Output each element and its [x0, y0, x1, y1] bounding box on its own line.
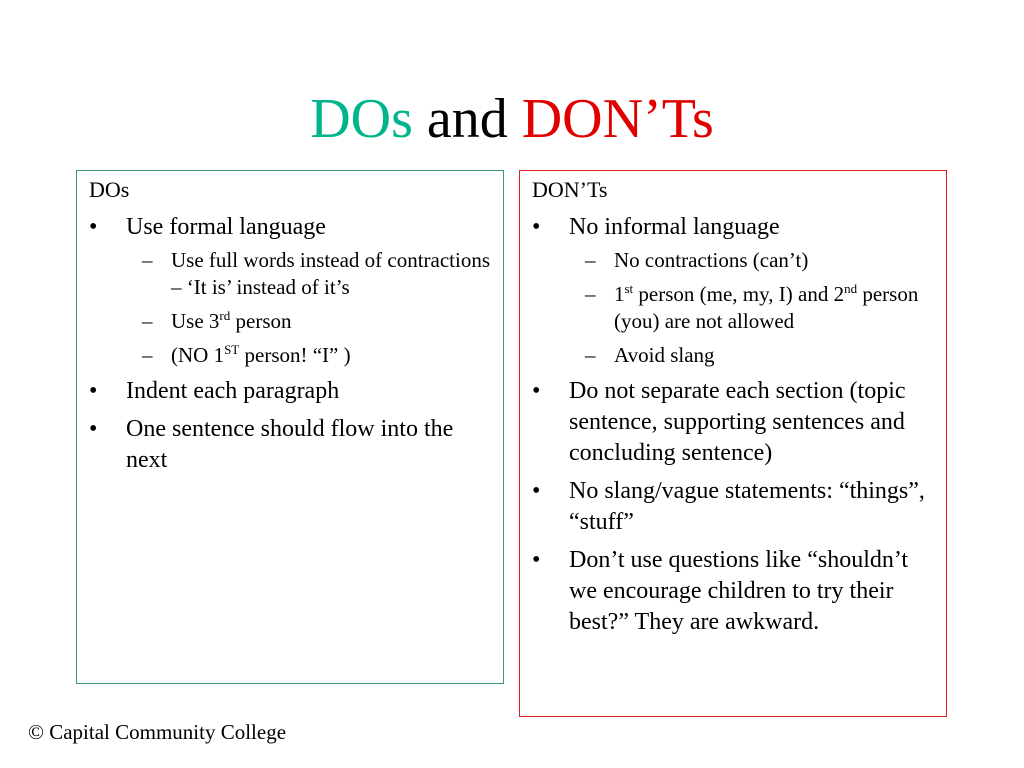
donts-bullet-text: No informal language [569, 214, 780, 240]
title-donts: DON’Ts [521, 88, 714, 150]
dash-marker: – [585, 248, 596, 272]
superscript: rd [219, 308, 231, 323]
dos-sub-text: (NO 1 [171, 343, 225, 367]
donts-box [519, 170, 947, 717]
dos-sub-list [126, 247, 491, 369]
dos-sub-text: person [230, 309, 292, 333]
dos-sub-full-words [126, 247, 491, 301]
dash-marker: – [142, 309, 153, 333]
donts-bullet-questions [532, 545, 934, 638]
bullet-marker: • [89, 378, 98, 404]
donts-bullet-separate-sections [532, 376, 934, 469]
donts-bullet-text: No slang/vague statements: “things”, “stuff” [569, 478, 925, 535]
dos-sub-text: Use 3 [171, 309, 220, 333]
donts-bullet-vague [532, 476, 934, 538]
superscript: ST [224, 342, 240, 357]
dos-bullet-text: Indent each paragraph [126, 378, 340, 404]
donts-bullet-text: Don’t use questions like “shouldn’t we encourage children to try their best?” They are awkward. [569, 547, 909, 635]
donts-heading: DON’Ts [532, 177, 608, 202]
dash-marker: – [142, 248, 153, 272]
dash-marker: – [142, 343, 153, 367]
donts-sub-text: person (me, my, I) and 2 [633, 282, 845, 306]
donts-sub-text: person (you) are not allowed [614, 282, 919, 333]
dos-box [76, 170, 504, 684]
donts-sub-slang [569, 342, 934, 369]
dos-list [89, 212, 491, 476]
dos-bullet-flow [89, 414, 491, 476]
superscript: st [624, 281, 634, 296]
bullet-marker: • [89, 416, 98, 442]
dos-bullet-text: Use formal language [126, 214, 326, 240]
donts-sub-text: Avoid slang [614, 343, 715, 367]
dos-sub-text: person! “I” ) [239, 343, 351, 367]
dos-sub-no-first-person [126, 342, 491, 369]
donts-sub-text: No contractions (can’t) [614, 248, 809, 272]
donts-bullet-informal-language [532, 212, 934, 369]
donts-sub-text: 1 [614, 282, 625, 306]
slide-title [0, 80, 1024, 158]
dos-bullet-text: One sentence should flow into the next [126, 416, 454, 473]
dos-bullet-formal-language [89, 212, 491, 369]
bullet-marker: • [532, 214, 541, 240]
dos-sub-text: Use full words instead of contractions – ‘It is’ instead of it’s [171, 248, 491, 299]
title-and: and [426, 88, 508, 150]
dash-marker: – [585, 343, 596, 367]
bullet-marker: • [532, 547, 541, 573]
copyright-footer: © Capital Community College [28, 720, 287, 744]
title-dos: DOs [310, 88, 413, 150]
dos-bullet-indent [89, 376, 491, 407]
superscript: nd [844, 281, 858, 296]
bullet-marker: • [532, 478, 541, 504]
dos-sub-third-person [126, 308, 491, 335]
donts-sub-contractions [569, 247, 934, 274]
donts-bullet-text: Do not separate each section (topic sentence, supporting sentences and concluding sentence) [569, 378, 906, 466]
dash-marker: – [585, 282, 596, 306]
bullet-marker: • [532, 378, 541, 404]
donts-list [532, 212, 934, 638]
bullet-marker: • [89, 214, 98, 240]
donts-sub-first-second-person [569, 281, 934, 335]
donts-sub-list [569, 247, 934, 369]
dos-heading: DOs [89, 177, 130, 202]
